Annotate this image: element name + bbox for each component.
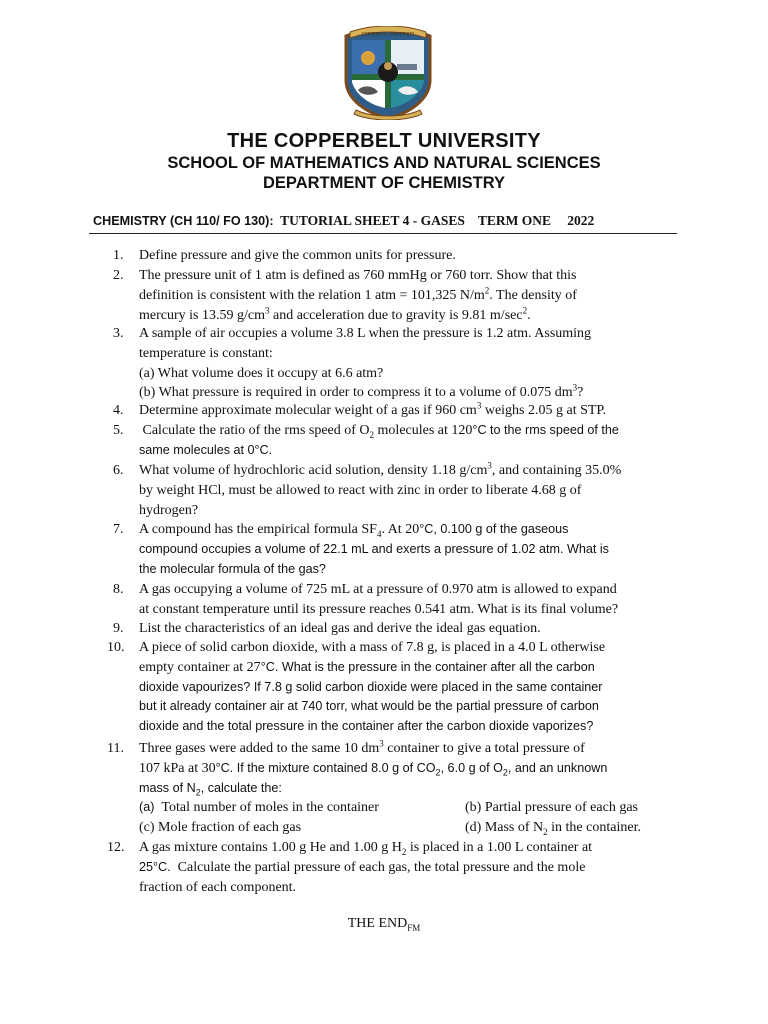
department-title: DEPARTMENT OF CHEMISTRY bbox=[263, 174, 505, 192]
university-crest-logo bbox=[342, 26, 434, 120]
document-page: COPPERBELT UNIVERSITY THE COPPERBELT UNIVERSITY SCHOOL OF MATHEMATICS AND NATURAL SCIENCES DEPARTMENT OF CHEMISTRY CHEMISTRY (CH 110/ FO 130): TUTORIAL SHEET 4 - GASES TERM ONE 2022 1. Define pressure and give the common units for pressure. 2. The pressure unit of 1 atm is defined as 760 mmHg or 760 torr. Show that this definition is consistent with the relation 1 atm = 101,325 $N/m^2$. The density of mercury is 13.59 $g/cm^3$ and acceleration due to gravity is 9.81 $m/\sec^2$. 3. A sample of air occupies a volume 3.8 L when the pressure is 1.2 atm. Assuming temperature is constant: (a) What volume does it occupy at 6.6 atm? (b) What pressure is required in order to compress it to a volume of 0.075 $dm^3$? 4. Determine approximate molecular weight of a gas if 960 $cm^3$ weighs 2.05 g at STP. 5. Calculate the ratio of the rms speed of $O_2$ molecules at 120°C to the rms speed of the same molecules at 0°C. 6. What volume of hydrochloric acid solution, density 1.18 $g/cm^3$, and containing 35.0% by weight HCl, must be allowed to react with zinc in order to liberate 4.68 g of hydrogen? 7. A compound has the empirical formula $SF_4$. At 20°C, 0.100 g of the gaseous compound occupies a volume of 22.1 mL and exerts a pressure of 1.02 atm. What is the molecular formula of the gas? 8. A gas occupying a volume of 725 mL at a pressure of 0.970 atm is allowed to expand at constant temperature until its pressure reaches 0.541 atm. What is its final volume? 9. List the characteristics of an ideal gas and derive the ideal gas equation. 10. A piece of solid carbon dioxide, with a mass of 7.8 g, is placed in a 4.0 L otherwise empty container at 27°C. What is the pressure in the container after all the carbon dioxide vapourizes? If 7.8 g solid carbon dioxide were placed in the same container but it already container air at 740 torr, what would be the partial pressure of carbon dioxide and the total pressure in the container after the carbon dioxide vaporizes? 11. Three gases were added to the same 10 $dm^3$ container to give a total pressure of 107 kPa at 30°C. If the mixture contained 8.0 g of $CO_2$, 6.0 g of $O_2$, and an unknown mass of $N_2$, calculate the: (a) Total number of moles in the container (b) Partial pressure of each gas (c) Mole fraction of each gas (d) Mass of $N_2$ in the container. 12. A gas mixture contains 1.00 g He and 1.00 g $H_2$ is placed in a 1.00 L container at 25°C. Calculate the partial pressure of each gas, the total pressure and the mole fraction of each component. THE $END_{FM}$ bbox=[0, 0, 768, 1024]
svg-text:COPPERBELT UNIVERSITY: COPPERBELT UNIVERSITY bbox=[361, 31, 415, 37]
course-code: CHEMISTRY (CH 110/ FO 130): bbox=[93, 214, 274, 228]
school-title: SCHOOL OF MATHEMATICS AND NATURAL SCIENCES bbox=[167, 154, 601, 172]
course-line bbox=[93, 213, 693, 229]
year-label: 2022 bbox=[567, 213, 595, 228]
header-divider bbox=[89, 233, 677, 234]
end-marker: THE $END_{FM}$ bbox=[347, 916, 421, 933]
university-title: THE COPPERBELT UNIVERSITY bbox=[227, 130, 541, 152]
term-label: TERM ONE bbox=[477, 213, 552, 228]
sheet-title: TUTORIAL SHEET 4 - GASES bbox=[280, 213, 465, 228]
